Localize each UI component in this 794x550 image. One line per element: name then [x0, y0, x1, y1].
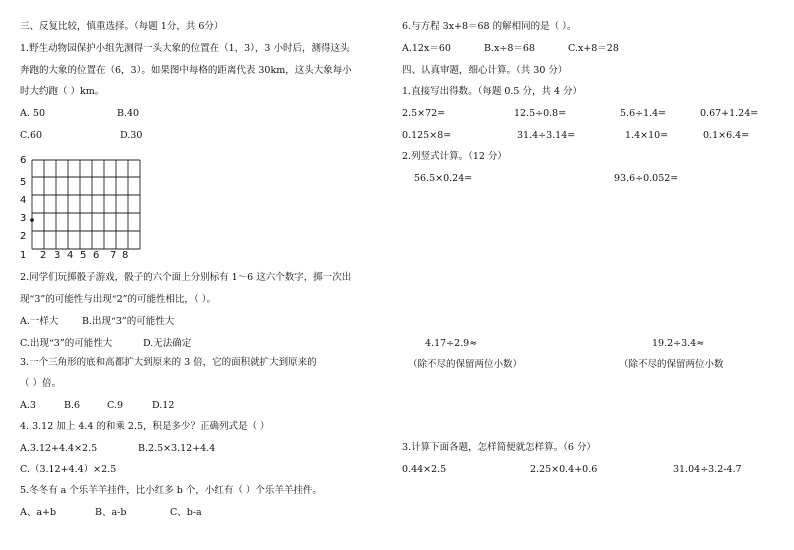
- q1-option-c: C.60: [20, 130, 43, 141]
- simplify-2: 2.25×0.4+0.6: [530, 464, 598, 475]
- x-label-2: 2: [40, 250, 47, 261]
- calc-3: 5.6÷1.4=: [620, 108, 667, 119]
- y-label-5: 5: [20, 177, 27, 188]
- q1-option-a: A. 50: [20, 108, 45, 119]
- calc-2: 12.5÷0.8=: [514, 108, 567, 119]
- q1-line1: 1.野生动物园保护小组先测得一头大象的位置在（1，3），3 小时后，测得这头: [20, 43, 350, 54]
- q3-option-d: D.12: [152, 400, 175, 411]
- sub1-title: 1.直接写出得数。（每题 0.5 分，共 4 分）: [402, 86, 583, 97]
- q5-option-c: C、b-a: [170, 507, 202, 518]
- x-label-5: 5: [80, 250, 87, 261]
- vertical-calc-4: 19.2÷3.4≈: [652, 338, 705, 349]
- rounding-note-1: （除不尽的保留两位小数）: [408, 359, 523, 370]
- q2-option-d: D.无法确定: [143, 338, 192, 349]
- sub2-title: 2.列竖式计算。（12 分）: [402, 151, 507, 162]
- q4-option-b: B.2.5×3.12+4.4: [138, 443, 216, 454]
- calc-1: 2.5×72=: [402, 108, 446, 119]
- q1-line2: 奔跑的大象的位置在（6，3）。如果图中每格的距离代表 30km，这头大象每小: [20, 65, 352, 76]
- q3-option-b: B.6: [64, 400, 81, 411]
- q1-line3: 时大约跑（ ）km。: [20, 86, 105, 97]
- x-label-6: 6: [93, 250, 100, 261]
- q3-option-a: A.3: [20, 400, 36, 411]
- q2-option-c: C.出现“3”的可能性大: [20, 338, 113, 349]
- calc-5: 0.125×8=: [402, 130, 452, 141]
- q1-option-d: D.30: [120, 130, 143, 141]
- q3-line2: （ ）倍。: [20, 378, 62, 389]
- calc-7: 1.4×10=: [625, 130, 669, 141]
- x-label-1: 1: [20, 250, 27, 261]
- q5-option-b: B、a-b: [95, 507, 127, 518]
- grid-lines: [16, 152, 146, 262]
- y-label-3: 3: [20, 213, 27, 224]
- x-label-4: 4: [67, 250, 74, 261]
- vertical-calc-2: 93.6÷0.052=: [614, 173, 679, 184]
- y-label-4: 4: [20, 195, 27, 206]
- q2-line1: 2.同学们玩掷骰子游戏，骰子的六个面上分别标有 1～6 这六个数字，掷一次出: [20, 272, 352, 283]
- rounding-note-2: （除不尽的保留两位小数: [619, 359, 724, 370]
- q5-option-a: A、a+b: [20, 507, 57, 518]
- x-label-3: 3: [54, 250, 61, 261]
- q5-line1: 5.冬冬有 a 个乐羊羊挂件，比小红多 b 个，小红有（ ）个乐羊羊挂件。: [20, 485, 322, 496]
- calc-6: 31.4÷3.14=: [517, 130, 576, 141]
- q3-line1: 3.一个三角形的底和高都扩大到原来的 3 倍，它的面积就扩大到原来的: [20, 357, 317, 368]
- q6-option-a: A.12x＝60: [402, 43, 451, 54]
- simplify-1: 0.44×2.5: [402, 464, 447, 475]
- q4-option-a: A.3.12+4.4×2.5: [20, 443, 98, 454]
- section3-title: 三、反复比较，慎重选择。（每题 1分，共 6分）: [20, 21, 224, 32]
- sub3-title: 3.计算下面各题，怎样简便就怎样算。（6 分）: [402, 442, 596, 453]
- q6-line1: 6.与方程 3x+8＝68 的解相同的是（ ）。: [402, 21, 577, 32]
- y-label-6: 6: [20, 155, 27, 166]
- x-label-8: 8: [122, 250, 129, 261]
- x-label-7: 7: [110, 250, 117, 261]
- elephant-point: [30, 218, 34, 222]
- q2-option-b: B.出现“3”的可能性大: [82, 316, 175, 327]
- y-label-2: 2: [20, 231, 27, 242]
- section4-title: 四、认真审题，细心计算。（共 30 分）: [402, 65, 568, 76]
- calc-4: 0.67+1.24=: [700, 108, 759, 119]
- q2-option-a: A.一样大: [20, 316, 59, 327]
- q6-option-c: C.x+8＝28: [568, 43, 619, 54]
- vertical-calc-3: 4.17÷2.9≈: [425, 338, 478, 349]
- q4-line1: 4. 3.12 加上 4.4 的和乘 2.5，积是多少？正确列式是（ ）: [20, 421, 270, 432]
- q2-line2: 现“3”的可能性与出现“2”的可能性相比，（ ）。: [20, 294, 217, 305]
- coordinate-grid: [16, 152, 146, 262]
- simplify-3: 31.04÷3.2-4.7: [673, 464, 742, 475]
- q4-option-c: C.（3.12+4.4）×2.5: [20, 464, 117, 475]
- q1-option-b: B.40: [117, 108, 140, 119]
- q6-option-b: B.x÷8＝68: [484, 43, 535, 54]
- vertical-calc-1: 56.5×0.24=: [414, 173, 473, 184]
- calc-8: 0.1×6.4=: [703, 130, 750, 141]
- q3-option-c: C.9: [107, 400, 123, 411]
